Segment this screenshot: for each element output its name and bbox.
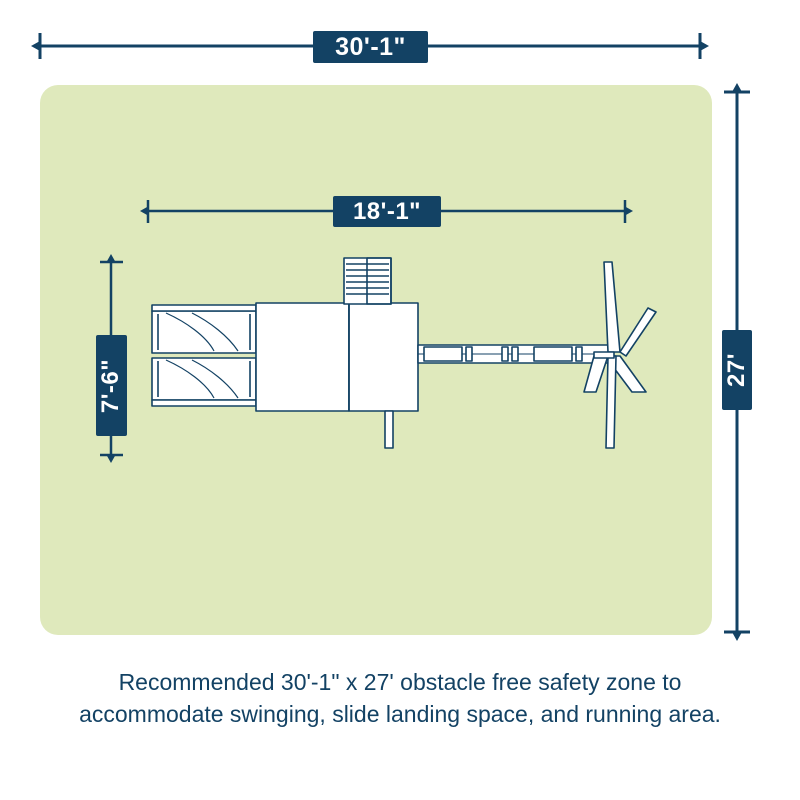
dimension-label-playset-depth xyxy=(96,335,127,436)
safety-zone-caption: Recommended 30'-1" x 27' obstacle free safety zone to accommodate swinging, slide landing space, and running area. xyxy=(79,669,721,727)
safety-zone-area xyxy=(40,85,712,635)
dimension-label-overall-width xyxy=(313,31,428,63)
dimension-label-overall-height-text: 27' xyxy=(723,353,750,387)
dimension-label-playset-width xyxy=(333,196,441,227)
dimension-label-overall-height xyxy=(722,330,752,410)
dimension-label-playset-depth-text: 7'-6" xyxy=(97,358,125,413)
dimension-label-overall-width-text: 30'-1" xyxy=(335,32,406,61)
dimension-label-playset-width-text: 18'-1" xyxy=(352,197,422,225)
